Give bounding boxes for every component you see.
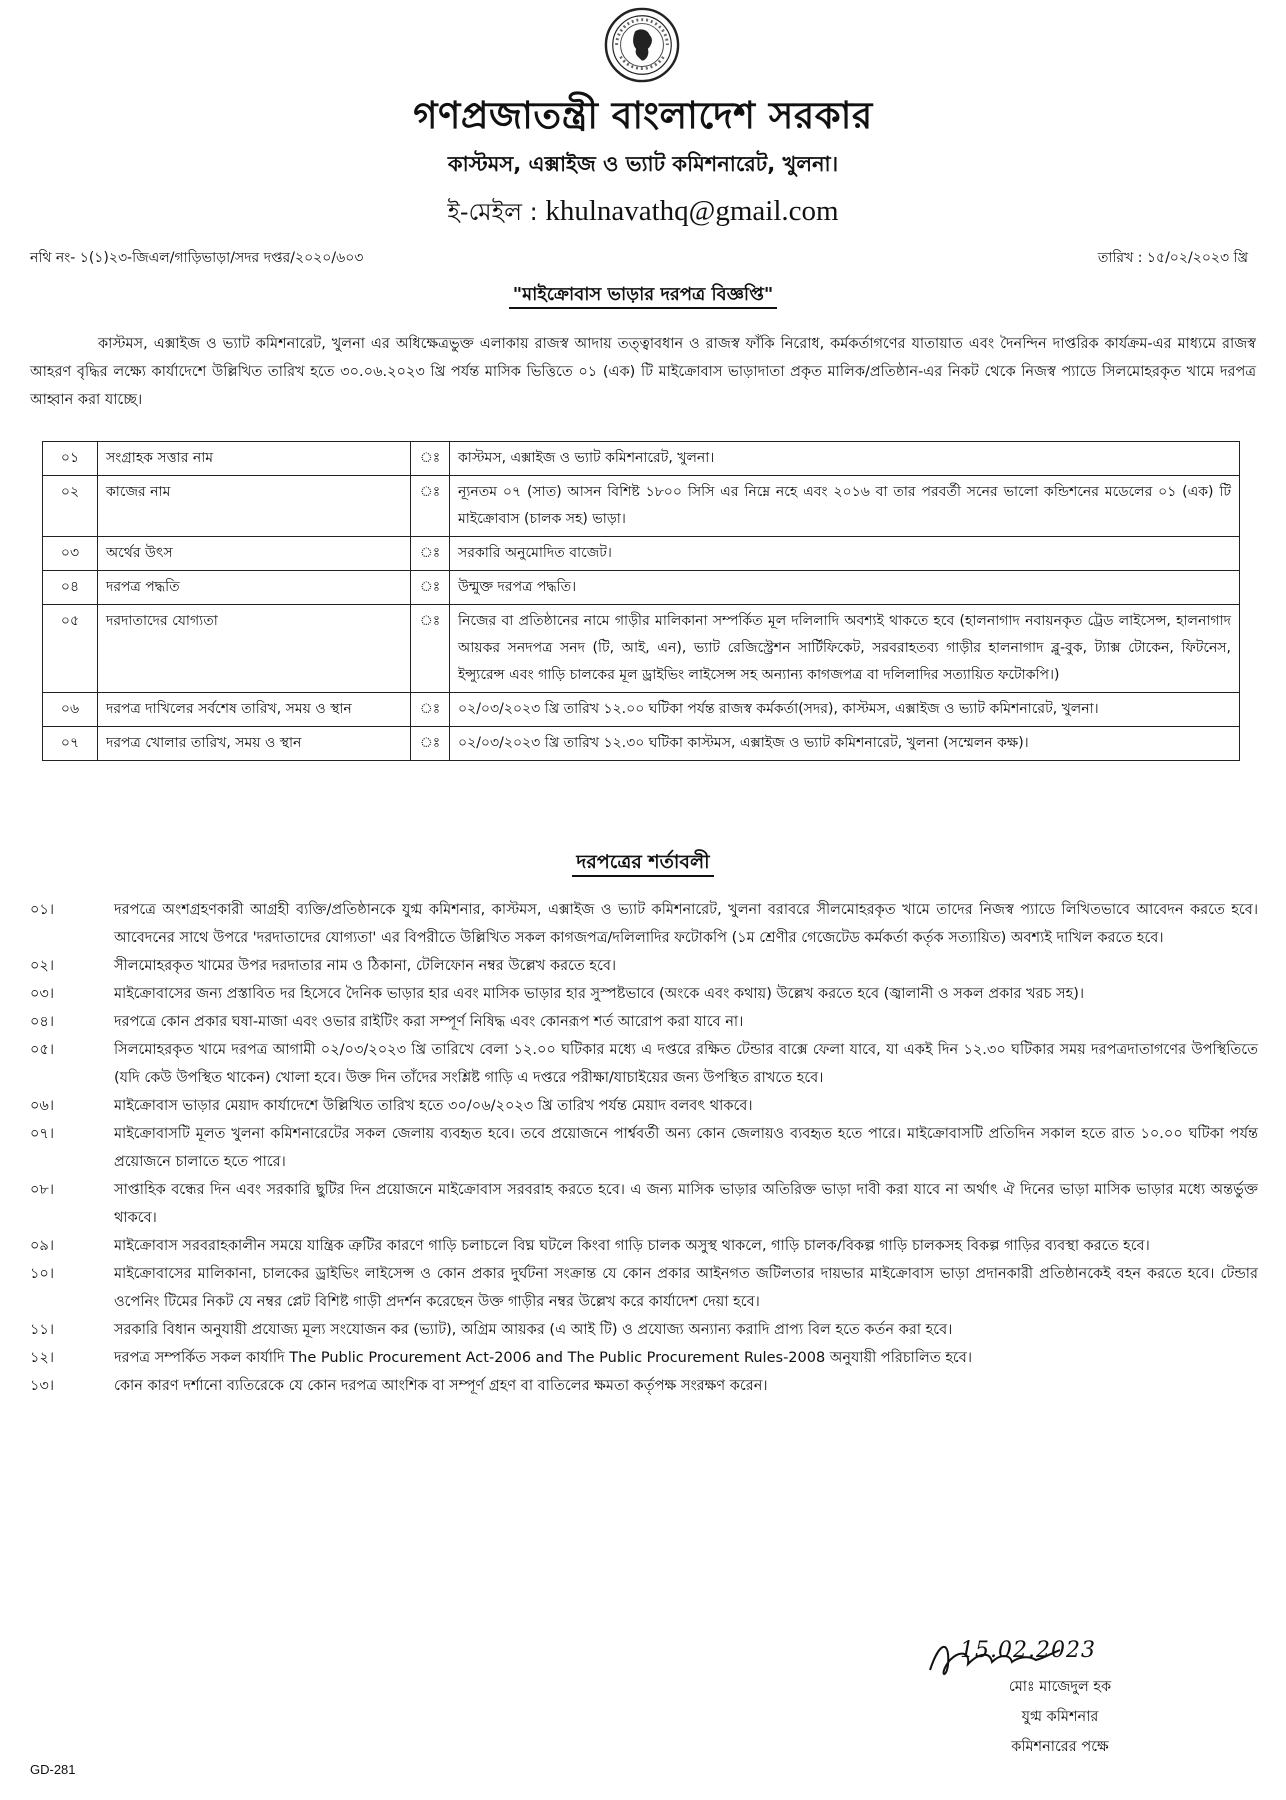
term-number: ১৩। xyxy=(30,1378,55,1394)
info-row-number: ০৭ xyxy=(43,727,98,761)
info-row-label: দরপত্র খোলার তারিখ, সময় ও স্থান xyxy=(98,727,411,761)
term-text: মাইক্রোবাস সরবরাহকালীন সময়ে যান্ত্রিক ত্রুটির কারণে গাড়ি চলাচলে বিঘ্ন ঘটলে কিংবা গাড়ি চালক অসুস্থ থাকলে, গাড়ি চালক/বিকল্প গাড়ি চালকসহ বিকল্প গাড়ির ব্যবস্থা করতে হবে। xyxy=(114,1238,1150,1254)
term-item xyxy=(30,896,1258,952)
term-text: সরকারি বিধান অনুযায়ী প্রযোজ্য মূল্য সংযোজন কর (ভ্যাট), অগ্রিম আয়কর (এ আই টি) ও প্রযোজ্য অন্যান্য করাদি প্রাপ্য বিল হতে কর্তন করা হবে। xyxy=(114,1322,953,1338)
notice-title xyxy=(0,280,1286,311)
signature-date: 15.02.2023 xyxy=(960,1638,1096,1663)
term-text: মাইক্রোবাসটি মূলত খুলনা কমিশনারেটের সকল জেলায় ব্যবহৃত হবে। তবে প্রয়োজনে পার্শ্ববর্তী অন্য কোন জেলায়ও ব্যবহৃত হতে পারে। মাইক্রোবাসটি প্রতিদিন সকাল হতে রাত ১০.০০ ঘটিকা পর্যন্ত প্রয়োজনে চালাতে হতে পারে। xyxy=(114,1126,1258,1170)
intro-paragraph: কাস্টমস, এক্সাইজ ও ভ্যাট কমিশনারেট, খুলনা এর অধিক্ষেত্রভুক্ত এলাকায় রাজস্ব আদায় তত্ত্বাবধান ও রাজস্ব ফাঁকি নিরোধ, কর্মকর্তাগণের যাতায়াত এবং দৈনন্দিন দাপ্তরিক কার্যক্রম-এর মাধ্যমে রাজস্ব আহরণ বৃদ্ধির লক্ষ্যে কার্যাদেশে উল্লিখিত তারিখ হতে ৩০.০৬.২০২৩ খ্রি পর্যন্ত মাসিক ভিত্তিতে ০১ (এক) টি মাইক্রোবাস ভাড়াদাতা প্রকৃত মালিক/প্রতিষ্ঠান-এর নিকট থেকে নিজস্ব প্যাডে সিলমোহরকৃত খামে দরপত্র আহ্বান করা যাচ্ছে। xyxy=(30,336,1256,408)
info-row xyxy=(43,571,1240,605)
term-number: ১২। xyxy=(30,1350,55,1366)
email-label: ই-মেইল : xyxy=(447,198,538,226)
notice-title-text: "মাইক্রোবাস ভাড়ার দরপত্র বিজ্ঞপ্তি" xyxy=(509,284,778,309)
reference-number: নথি নং- ১(১)২৩-জিএল/গাড়িভাড়া/সদর দপ্তর/২০২০/৬০৩ xyxy=(30,250,364,266)
term-number: ০৭। xyxy=(30,1126,55,1142)
term-item xyxy=(30,1316,1258,1344)
term-number: ০২। xyxy=(30,958,55,974)
info-row xyxy=(43,442,1240,476)
term-number: ০৫। xyxy=(30,1042,55,1058)
term-number: ০১। xyxy=(30,902,55,918)
info-row-label: সংগ্রাহক সত্তার নাম xyxy=(98,442,411,476)
term-item xyxy=(30,1232,1258,1260)
info-row xyxy=(43,693,1240,727)
info-row xyxy=(43,476,1240,537)
term-item xyxy=(30,1120,1258,1176)
info-row-colon: ঃ xyxy=(411,727,450,761)
info-row-label: কাজের নাম xyxy=(98,476,411,537)
terms-title xyxy=(0,848,1286,880)
term-text: দরপত্রে অংশগ্রহণকারী আগ্রহী ব্যক্তি/প্রতিষ্ঠানকে যুগ্ম কমিশনার, কাস্টমস, এক্সাইজ ও ভ্যাট কমিশনারেট, খুলনা বরাবরে সীলমোহরকৃত খামে তাদের নিজস্ব প্যাডে লিখিতভাবে আবেদন করতে হবে। আবেদনের সাথে উপরে 'দরদাতাদের যোগ্যতা' এর বিপরীতে উল্লিখিত সকল কাগজপত্র/দলিলাদির ফটোকপি (১ম শ্রেণীর গেজেটেড কর্মকর্তা কর্তৃক সত্যায়িত) অবশ্যই দাখিল করতে হবে। xyxy=(114,902,1258,946)
government-heading: গণপ্রজাতন্ত্রী বাংলাদেশ সরকার xyxy=(413,93,873,137)
info-row-number: ০১ xyxy=(43,442,98,476)
info-row-number: ০৪ xyxy=(43,571,98,605)
signer-block xyxy=(950,1672,1170,1762)
term-number: ০৩। xyxy=(30,986,55,1002)
info-row-value: ০২/০৩/২০২৩ খ্রি তারিখ ১২.৩০ ঘটিকা কাস্টমস, এক্সাইজ ও ভ্যাট কমিশনারেট, খুলনা (সম্মেলন কক্ষ)। xyxy=(450,727,1240,761)
info-row-label: দরদাতাদের যোগ্যতা xyxy=(98,605,411,693)
term-number: ১০। xyxy=(30,1266,55,1282)
term-number: ১১। xyxy=(30,1322,55,1338)
info-row-colon: ঃ xyxy=(411,693,450,727)
info-row-number: ০৬ xyxy=(43,693,98,727)
term-text: সিলমোহরকৃত খামে দরপত্র আগামী ০২/০৩/২০২৩ খ্রি তারিখে বেলা ১২.০০ ঘটিকার মধ্যে এ দপ্তরে রক্ষিত টেন্ডার বাক্সে ফেলা যাবে, যা একই দিন ১২.৩০ ঘটিকার সময় দরপত্রদাতাগণের উপস্থিতিতে (যদি কেউ উপস্থিত থাকেন) খোলা হবে। উক্ত দিন তাঁদের সংশ্লিষ্ট গাড়ি এ দপ্তরে পরীক্ষা/যাচাইয়ের জন্য উপস্থিত রাখতে হবে। xyxy=(114,1042,1258,1086)
signer-on-behalf: কমিশনারের পক্ষে xyxy=(1011,1739,1109,1755)
term-text: দরপত্র সম্পর্কিত সকল কার্যাদি The Public Procurement Act-2006 and The Public Procurement Rules-2008 অনুযায়ী পরিচালিত হবে। xyxy=(114,1350,973,1366)
form-code: GD-281 xyxy=(30,1762,76,1777)
term-text: সীলমোহরকৃত খামের উপর দরদাতার নাম ও ঠিকানা, টেলিফোন নম্বর উল্লেখ করতে হবে। xyxy=(114,958,617,974)
info-row-number: ০৩ xyxy=(43,537,98,571)
signer-designation: যুগ্ম কমিশনার xyxy=(1021,1709,1099,1725)
info-row-colon: ঃ xyxy=(411,442,450,476)
info-row-number: ০৫ xyxy=(43,605,98,693)
info-row-colon: ঃ xyxy=(411,605,450,693)
tender-info-table xyxy=(42,441,1240,761)
term-text: দরপত্রে কোন প্রকার ঘষা-মাজা এবং ওভার রাইটিং করা সম্পূর্ণ নিষিদ্ধ এবং কোনরূপ শর্ত আরোপ করা যাবে না। xyxy=(114,1014,744,1030)
term-item xyxy=(30,1260,1258,1316)
term-text: মাইক্রোবাসের জন্য প্রস্তাবিত দর হিসেবে দৈনিক ভাড়ার হার এবং মাসিক ভাড়ার হার সুস্পষ্টভাবে (অংকে এবং কথায়) উল্লেখ করতে হবে (জ্বালানী ও সকল প্রকার খরচ সহ)। xyxy=(114,986,1085,1002)
term-item xyxy=(30,1036,1258,1092)
info-row xyxy=(43,605,1240,693)
info-row-colon: ঃ xyxy=(411,476,450,537)
issue-date: তারিখ : ১৫/০২/২০২৩ খ্রি xyxy=(1097,250,1248,266)
info-row-label: দরপত্র পদ্ধতি xyxy=(98,571,411,605)
term-item xyxy=(30,980,1258,1008)
term-item xyxy=(30,1344,1258,1372)
term-item xyxy=(30,1008,1258,1036)
info-row-label: অর্থের উৎস xyxy=(98,537,411,571)
info-row-value: কাস্টমস, এক্সাইজ ও ভ্যাট কমিশনারেট, খুলনা। xyxy=(450,442,1240,476)
info-row-value: ন্যূনতম ০৭ (সাত) আসন বিশিষ্ট ১৮০০ সিসি এর নিম্নে নহে এবং ২০১৬ বা তার পরবর্তী সনের ভালো কন্ডিশনের মডেলের ০১ (এক) টি মাইক্রোবাস (চালক সহ) ভাড়া। xyxy=(450,476,1240,537)
term-number: ০৪। xyxy=(30,1014,55,1030)
info-row xyxy=(43,727,1240,761)
info-row-value: উন্মুক্ত দরপত্র পদ্ধতি। xyxy=(450,571,1240,605)
info-row-label: দরপত্র দাখিলের সর্বশেষ তারিখ, সময় ও স্থান xyxy=(98,693,411,727)
terms-list xyxy=(30,896,1258,1400)
term-number: ০৬। xyxy=(30,1098,55,1114)
term-item xyxy=(30,952,1258,980)
terms-title-text: দরপত্রের শর্তাবলী xyxy=(572,851,713,877)
info-row-colon: ঃ xyxy=(411,571,450,605)
info-row-value: সরকারি অনুমোদিত বাজেট। xyxy=(450,537,1240,571)
term-number: ০৯। xyxy=(30,1238,55,1254)
info-row-value: ০২/০৩/২০২৩ খ্রি তারিখ ১২.০০ ঘটিকা পর্যন্ত রাজস্ব কর্মকর্তা(সদর), কাস্টমস, এক্সাইজ ও ভ্যাট কমিশনারেট, খুলনা। xyxy=(450,693,1240,727)
signer-name: মোঃ মাজেদুল হক xyxy=(1008,1679,1112,1695)
term-item xyxy=(30,1092,1258,1120)
info-row-value: নিজের বা প্রতিষ্ঠানের নামে গাড়ীর মালিকানা সম্পর্কিত মূল দলিলাদি অবশ্যই থাকতে হবে (হালনাগাদ নবায়নকৃত ট্রেড লাইসেন্স, হালনাগাদ আয়কর সনদপত্র সনদ (টি, আই, এন), ভ্যাট রেজিস্ট্রেশন সার্টিফিকেট, সরবরাহতব্য গাড়ীর হালনাগাদ ব্লু-বুক, ট্যাক্স টোকেন, ফিটনেস, ইন্স্যুরেন্স এবং গাড়ি চালকের মূল ড্রাইভিং লাইসেন্স সহ অন্যান্য কাগজপত্র বা দলিলাদির সত্যায়িত ফটোকপি।) xyxy=(450,605,1240,693)
term-item xyxy=(30,1176,1258,1232)
government-seal-icon xyxy=(603,6,681,84)
term-number: ০৮। xyxy=(30,1182,55,1198)
email-line xyxy=(0,194,1286,234)
term-item xyxy=(30,1372,1258,1400)
info-row-number: ০২ xyxy=(43,476,98,537)
info-row-colon: ঃ xyxy=(411,537,450,571)
term-text: মাইক্রোবাস ভাড়ার মেয়াদ কার্যাদেশে উল্লিখিত তারিখ হতে ৩০/০৬/২০২৩ খ্রি তারিখ পর্যন্ত মেয়াদ বলবৎ থাকবে। xyxy=(114,1098,753,1114)
term-text: কোন কারণ দর্শানো ব্যতিরেকে যে কোন দরপত্র আংশিক বা সম্পূর্ণ গ্রহণ বা বাতিলের ক্ষমতা কর্তৃপক্ষ সংরক্ষণ করেন। xyxy=(114,1378,768,1394)
email-address: khulnavathq@gmail.com xyxy=(545,195,839,227)
term-text: সাপ্তাহিক বন্ধের দিন এবং সরকারি ছুটির দিন প্রয়োজনে মাইক্রোবাস সরবরাহ করতে হবে। এ জন্য মাসিক ভাড়ার অতিরিক্ত ভাড়া দাবী করা যাবে না অর্থাৎ ঐ দিনের ভাড়া মাসিক ভাড়ার মধ্যে অন্তর্ভুক্ত থাকবে। xyxy=(114,1182,1258,1226)
info-row xyxy=(43,537,1240,571)
term-text: মাইক্রোবাসের মালিকানা, চালকের ড্রাইভিং লাইসেন্স ও কোন প্রকার দুর্ঘটনা সংক্রান্ত যে কোন প্রকার আইনগত জটিলতার দায়ভার মাইক্রোবাস ভাড়া প্রদানকারী প্রতিষ্ঠানকেই বহন করতে হবে। টেন্ডার ওপেনিং টিমের নিকট যে নম্বর প্লেট বিশিষ্ট গাড়ী প্রদর্শন করেছেন উক্ত গাড়ীর নম্বর উল্লেখ করে কার্যাদেশ দেয়া হবে। xyxy=(114,1266,1258,1310)
office-name: কাস্টমস, এক্সাইজ ও ভ্যাট কমিশনারেট, খুলনা। xyxy=(447,152,839,176)
